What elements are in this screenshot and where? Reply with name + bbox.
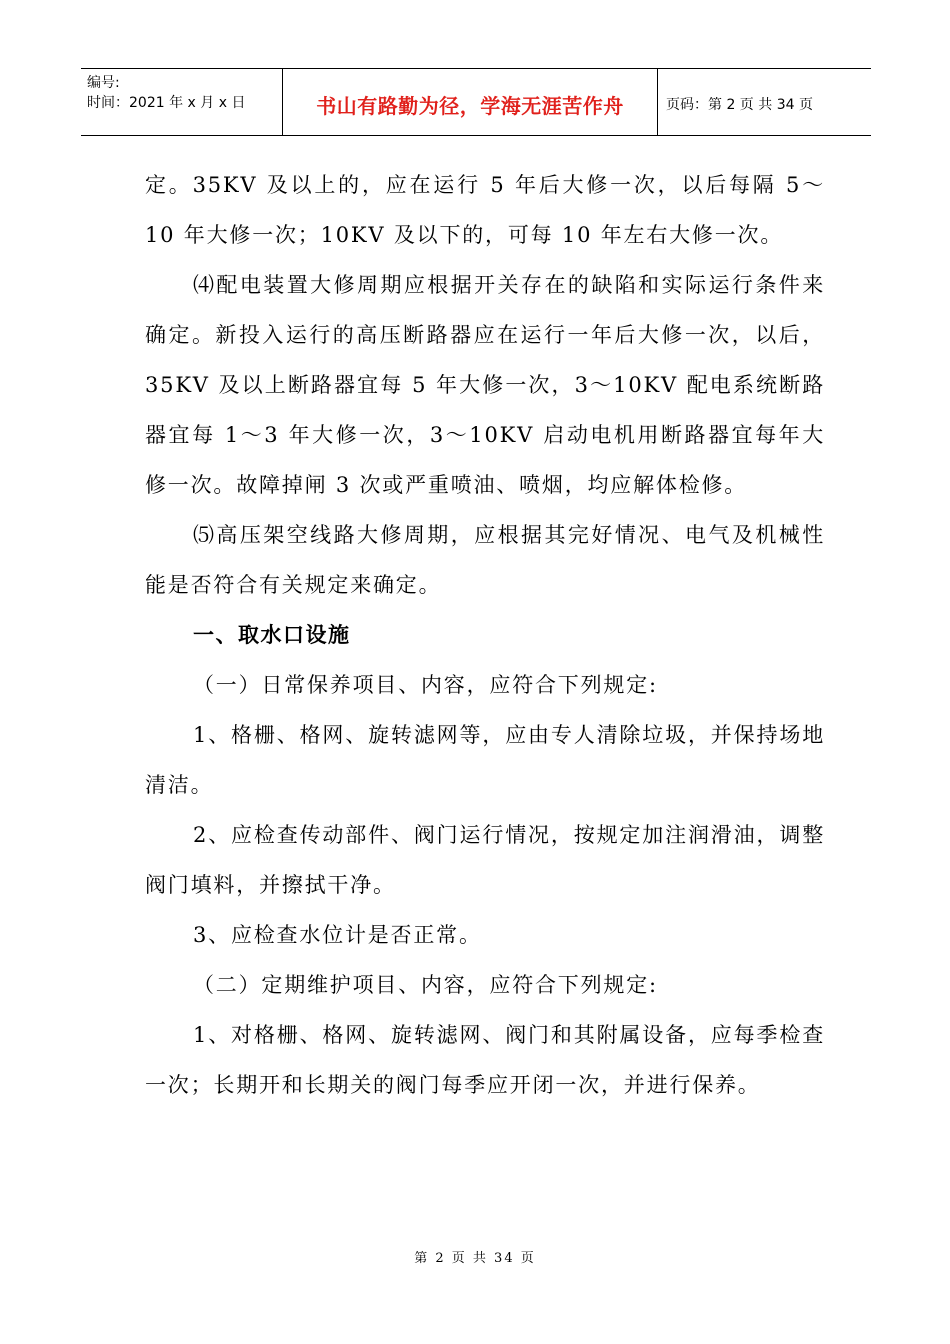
subsection-heading-periodic: （二）定期维护项目、内容，应符合下列规定: — [193, 973, 658, 997]
list-item: 2、应检查传动部件、阀门运行情况，按规定加注润滑油，调整阀门填料，并擦拭干净。 — [145, 823, 825, 897]
page-header — [81, 68, 871, 136]
document-number-label: 编号: — [87, 75, 120, 91]
header-motto: 书山有路勤为径，学海无涯苦作舟 — [283, 69, 658, 135]
document-body — [145, 160, 825, 1110]
paragraph-item-4: ⑷配电装置大修周期应根据开关存在的缺陷和实际运行条件来确定。新投入运行的高压断路器应在运行一年后大修一次，以后，35KV 及以上断路器宜每 5 年大修一次，3～10KV 配电系统断路器宜每 1～3 年大修一次，3～10KV 启动电机用断路器宜每年大修一次。故障掉闸 3 次或严重喷油、喷烟，均应解体检修。 — [145, 273, 825, 497]
paragraph-item-5: ⑸高压架空线路大修周期，应根据其完好情况、电气及机械性能是否符合有关规定来确定。 — [145, 523, 825, 597]
page-footer: 第 2 页 共 34 页 — [414, 1251, 536, 1266]
header-meta — [81, 69, 283, 135]
header-page-info: 页码：第 2 页 共 34 页 — [666, 97, 813, 113]
section-heading: 一、取水口设施 — [193, 623, 351, 647]
document-time-label: 时间：2021 年 x 月 x 日 — [87, 95, 246, 111]
subsection-heading-daily: （一）日常保养项目、内容，应符合下列规定: — [193, 673, 658, 697]
list-item: 1、对格栅、格网、旋转滤网、阀门和其附属设备，应每季检查一次；长期开和长期关的阀门每季应开闭一次，并进行保养。 — [145, 1023, 825, 1097]
list-item: 3、应检查水位计是否正常。 — [193, 923, 482, 947]
paragraph-continuation: 定。35KV 及以上的，应在运行 5 年后大修一次，以后每隔 5～10 年大修一次；10KV 及以下的，可每 10 年左右大修一次。 — [145, 173, 825, 247]
list-item: 1、格栅、格网、旋转滤网等，应由专人清除垃圾，并保持场地清洁。 — [145, 723, 825, 797]
